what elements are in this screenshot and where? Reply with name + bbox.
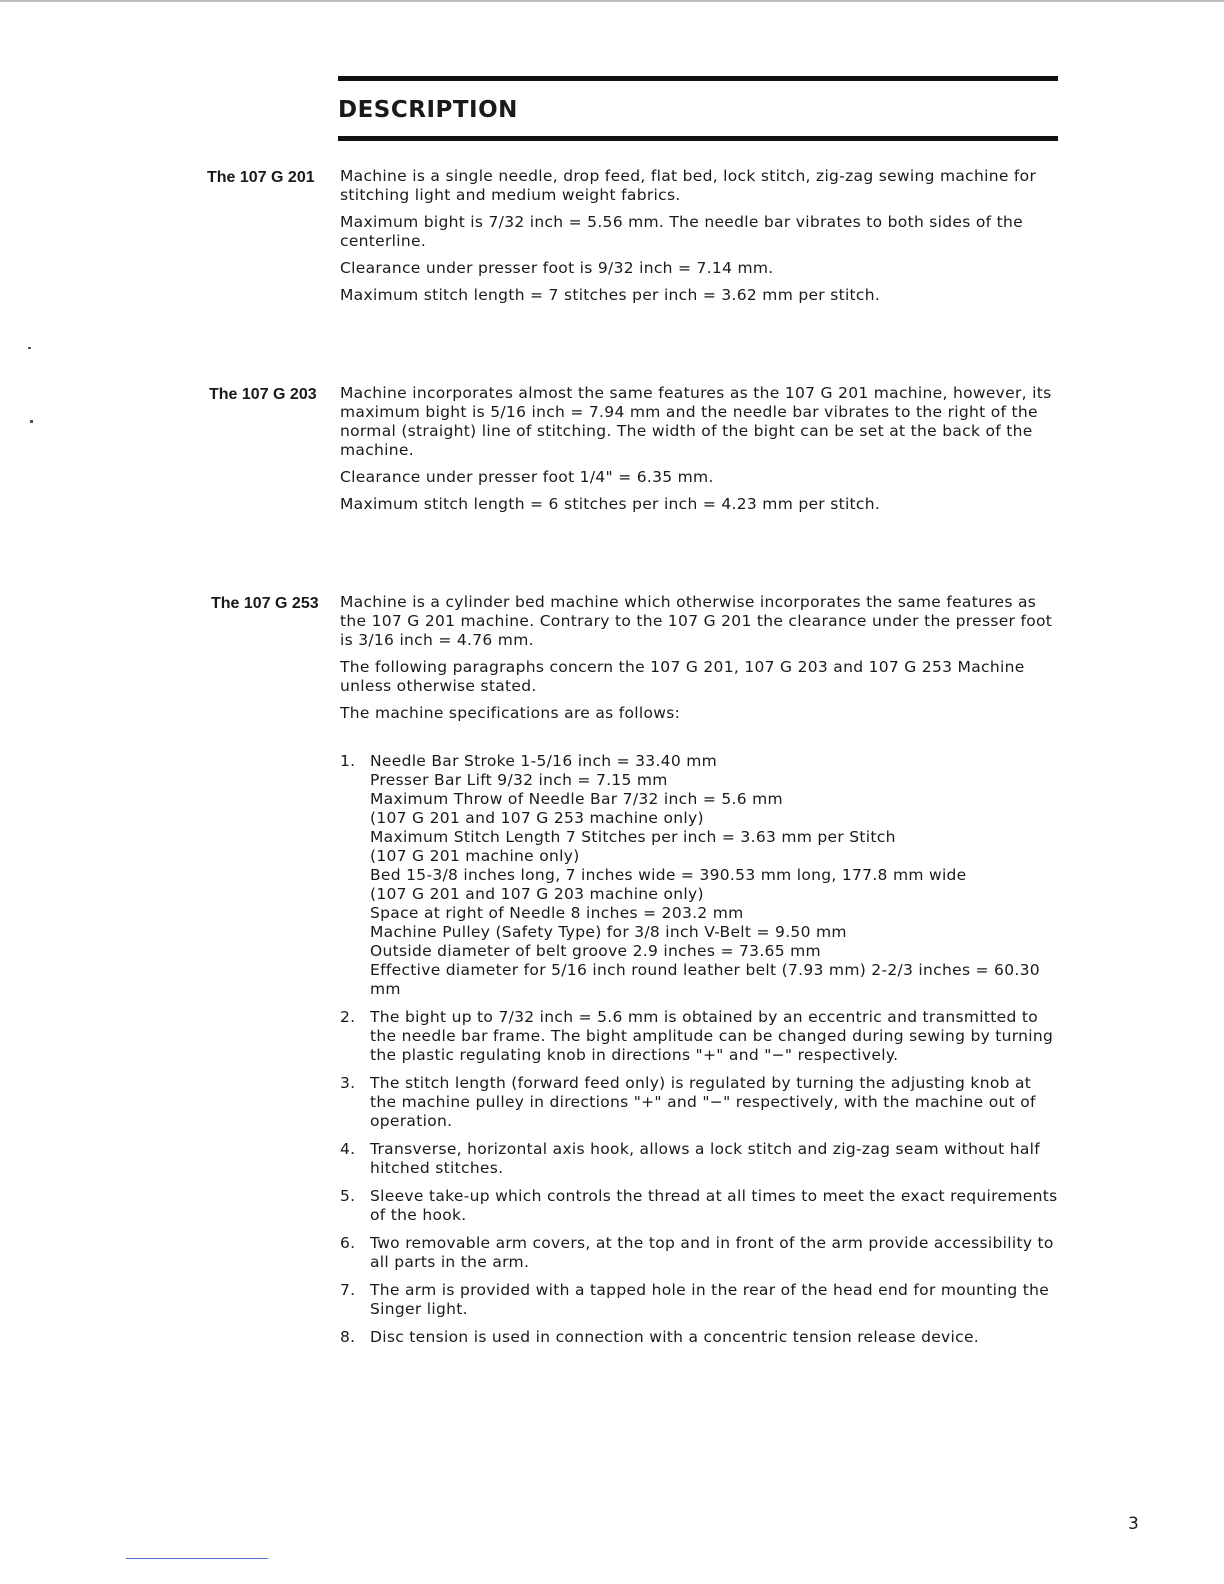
spec-line: Presser Bar Lift 9/32 inch = 7.15 mm (370, 771, 668, 789)
paragraph: Clearance under presser foot 1/4" = 6.35 mm. (340, 468, 714, 486)
paragraph: Machine incorporates almost the same features as the 107 G 201 machine, however, its maximum bight is 5/16 inch = 7.94 mm and the needle bar vibrates to the right of the normal (straight) line of stitching. The width of the bight can be set at the back of the machine. (340, 384, 1052, 459)
list-item (340, 1008, 1058, 1065)
item-number: 8. (340, 1328, 356, 1346)
section-body (340, 593, 1058, 731)
list-item (340, 1234, 1058, 1272)
item-number: 6. (340, 1234, 356, 1252)
paragraph: The following paragraphs concern the 107 G 201, 107 G 203 and 107 G 253 Machine unless otherwise stated. (340, 658, 1025, 695)
paragraph: Maximum bight is 7/32 inch = 5.56 mm. The needle bar vibrates to both sides of the centerline. (340, 213, 1023, 250)
item-number: 7. (340, 1281, 356, 1299)
paragraph: Machine is a single needle, drop feed, flat bed, lock stitch, zig-zag sewing machine for stitching light and medium weight fabrics. (340, 167, 1037, 204)
paragraph: Maximum stitch length = 6 stitches per inch = 4.23 mm per stitch. (340, 495, 881, 513)
paragraph: Maximum stitch length = 7 stitches per inch = 3.62 mm per stitch. (340, 286, 881, 304)
list-item (340, 1328, 1058, 1347)
heading-rule-top (338, 76, 1058, 81)
list-item (340, 1140, 1058, 1178)
spec-line: (107 G 201 and 107 G 253 machine only) (370, 809, 704, 827)
item-number: 3. (340, 1074, 356, 1092)
spec-line: (107 G 201 and 107 G 203 machine only) (370, 885, 704, 903)
paragraph: The machine specifications are as follows: (340, 704, 681, 722)
top-scan-edge (0, 0, 1224, 2)
item-text: The bight up to 7/32 inch = 5.6 mm is obtained by an eccentric and transmitted to the needle bar frame. The bight amplitude can be changed during sewing by turning the plastic regulating knob in directions "+" and "−" respectively. (370, 1008, 1054, 1064)
bottom-link-underline (126, 1558, 268, 1559)
page-heading: DESCRIPTION (338, 97, 518, 123)
page-number: 3 (1128, 1514, 1139, 1534)
section-body (340, 384, 1058, 522)
list-item (340, 1281, 1058, 1319)
item-text: Two removable arm covers, at the top and in front of the arm provide accessibility to all parts in the arm. (370, 1234, 1054, 1271)
item-text: Sleeve take-up which controls the thread at all times to meet the exact requirements of the hook. (370, 1187, 1058, 1224)
spec-line: Bed 15-3/8 inches long, 7 inches wide = 390.53 mm long, 177.8 mm wide (370, 866, 967, 884)
section-label: The 107 G 203 (209, 386, 317, 403)
section-label: The 107 G 201 (207, 169, 315, 186)
spec-line: Outside diameter of belt groove 2.9 inches = 73.65 mm (370, 942, 821, 960)
spec-line: (107 G 201 machine only) (370, 847, 580, 865)
specification-list (340, 752, 1058, 1356)
spec-line: Maximum Throw of Needle Bar 7/32 inch = 5.6 mm (370, 790, 783, 808)
margin-mark (28, 347, 31, 349)
section-body (340, 167, 1058, 313)
section-label: The 107 G 253 (211, 595, 319, 612)
item-number: 4. (340, 1140, 356, 1158)
item-text: The arm is provided with a tapped hole in the rear of the head end for mounting the Singer light. (370, 1281, 1050, 1318)
spec-line: Machine Pulley (Safety Type) for 3/8 inch V-Belt = 9.50 mm (370, 923, 847, 941)
list-item (340, 1074, 1058, 1131)
spec-line: Effective diameter for 5/16 inch round leather belt (7.93 mm) 2-2/3 inches = 60.30 mm (370, 961, 1040, 998)
margin-mark (30, 420, 33, 423)
item-text: The stitch length (forward feed only) is regulated by turning the adjusting knob at the machine pulley in directions "+" and "−" respectively, with the machine out of operation. (370, 1074, 1036, 1130)
spec-line: Maximum Stitch Length 7 Stitches per inch = 3.63 mm per Stitch (370, 828, 896, 846)
item-text: Transverse, horizontal axis hook, allows a lock stitch and zig-zag seam without half hitched stitches. (370, 1140, 1041, 1177)
heading-rule-bottom (338, 136, 1058, 141)
paragraph: Clearance under presser foot is 9/32 inch = 7.14 mm. (340, 259, 774, 277)
item-number: 2. (340, 1008, 356, 1026)
item-number: 5. (340, 1187, 356, 1205)
list-item (340, 752, 1058, 999)
paragraph: Machine is a cylinder bed machine which otherwise incorporates the same features as the 107 G 201 machine. Contrary to the 107 G 201 the clearance under the presser foot is 3/16 inch = 4.76 mm. (340, 593, 1053, 649)
item-text: Disc tension is used in connection with a concentric tension release device. (370, 1328, 980, 1346)
item-number: 1. (340, 752, 356, 770)
spec-line: Space at right of Needle 8 inches = 203.2 mm (370, 904, 744, 922)
list-item (340, 1187, 1058, 1225)
spec-line: Needle Bar Stroke 1-5/16 inch = 33.40 mm (370, 752, 718, 770)
